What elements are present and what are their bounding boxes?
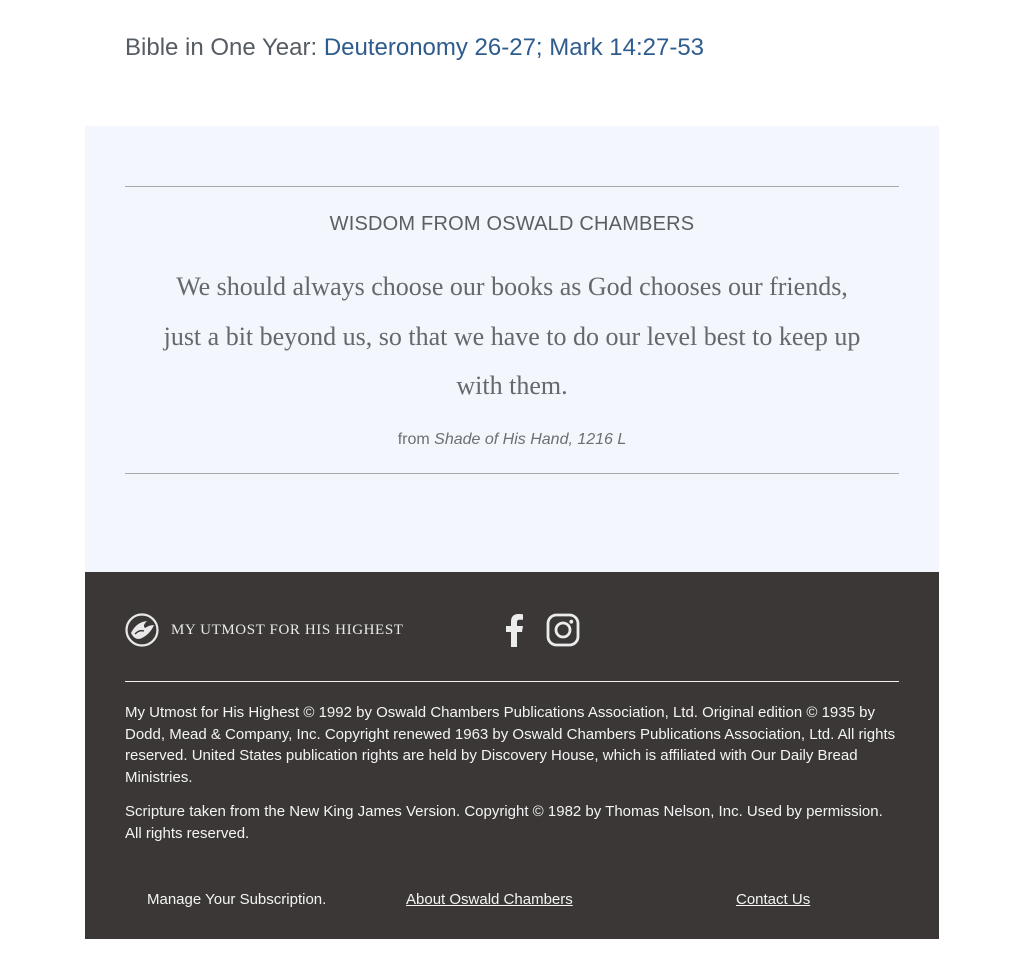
facebook-icon bbox=[504, 613, 524, 647]
reading-label: Bible in One Year: bbox=[125, 34, 324, 61]
bible-in-one-year bbox=[125, 30, 704, 66]
about-oswald-chambers-link[interactable]: About Oswald Chambers bbox=[406, 891, 573, 908]
attribution-source: Shade of His Hand, 1216 L bbox=[434, 431, 627, 448]
quote-attribution bbox=[85, 428, 939, 452]
reading-passages-link[interactable]: Deuteronomy 26-27; Mark 14:27-53 bbox=[323, 34, 705, 61]
scripture-notice: Scripture taken from the New King James Version. Copyright © 1982 by Thomas Nelson, Inc. Used by permission. All rights reserved. bbox=[125, 803, 883, 842]
instagram-icon bbox=[546, 613, 580, 647]
wisdom-quote: We should always choose our books as God chooses our friends, just a bit beyond us, so that we have to do our level best to keep up with them. bbox=[163, 272, 861, 400]
brand-name: MY UTMOST FOR HIS HIGHEST bbox=[171, 621, 404, 638]
attribution-prefix: from bbox=[397, 431, 435, 448]
instagram-link[interactable] bbox=[546, 612, 580, 648]
divider-top bbox=[125, 186, 899, 187]
facebook-link[interactable] bbox=[497, 612, 531, 648]
copyright-notice: My Utmost for His Highest © 1992 by Oswald Chambers Publications Association, Ltd. Original edition © 1935 by Dodd, Mead & Company, Inc. Copyright renewed 1963 by Oswald Chambers Publications Association, Ltd. All rights reserved. United States publication rights are held by Discovery House, which is affiliated with Our Daily Bread Ministries. bbox=[125, 704, 896, 786]
divider-bottom bbox=[125, 473, 899, 474]
utmost-logo-icon bbox=[125, 613, 159, 647]
wisdom-panel bbox=[85, 126, 939, 572]
footer-divider bbox=[125, 681, 899, 682]
footer bbox=[85, 572, 939, 939]
manage-subscription-link[interactable]: Manage Your Subscription. bbox=[147, 891, 327, 908]
wisdom-heading: WISDOM FROM OSWALD CHAMBERS bbox=[329, 213, 695, 235]
contact-us-link[interactable]: Contact Us bbox=[736, 891, 811, 908]
brand-link[interactable] bbox=[125, 612, 404, 648]
